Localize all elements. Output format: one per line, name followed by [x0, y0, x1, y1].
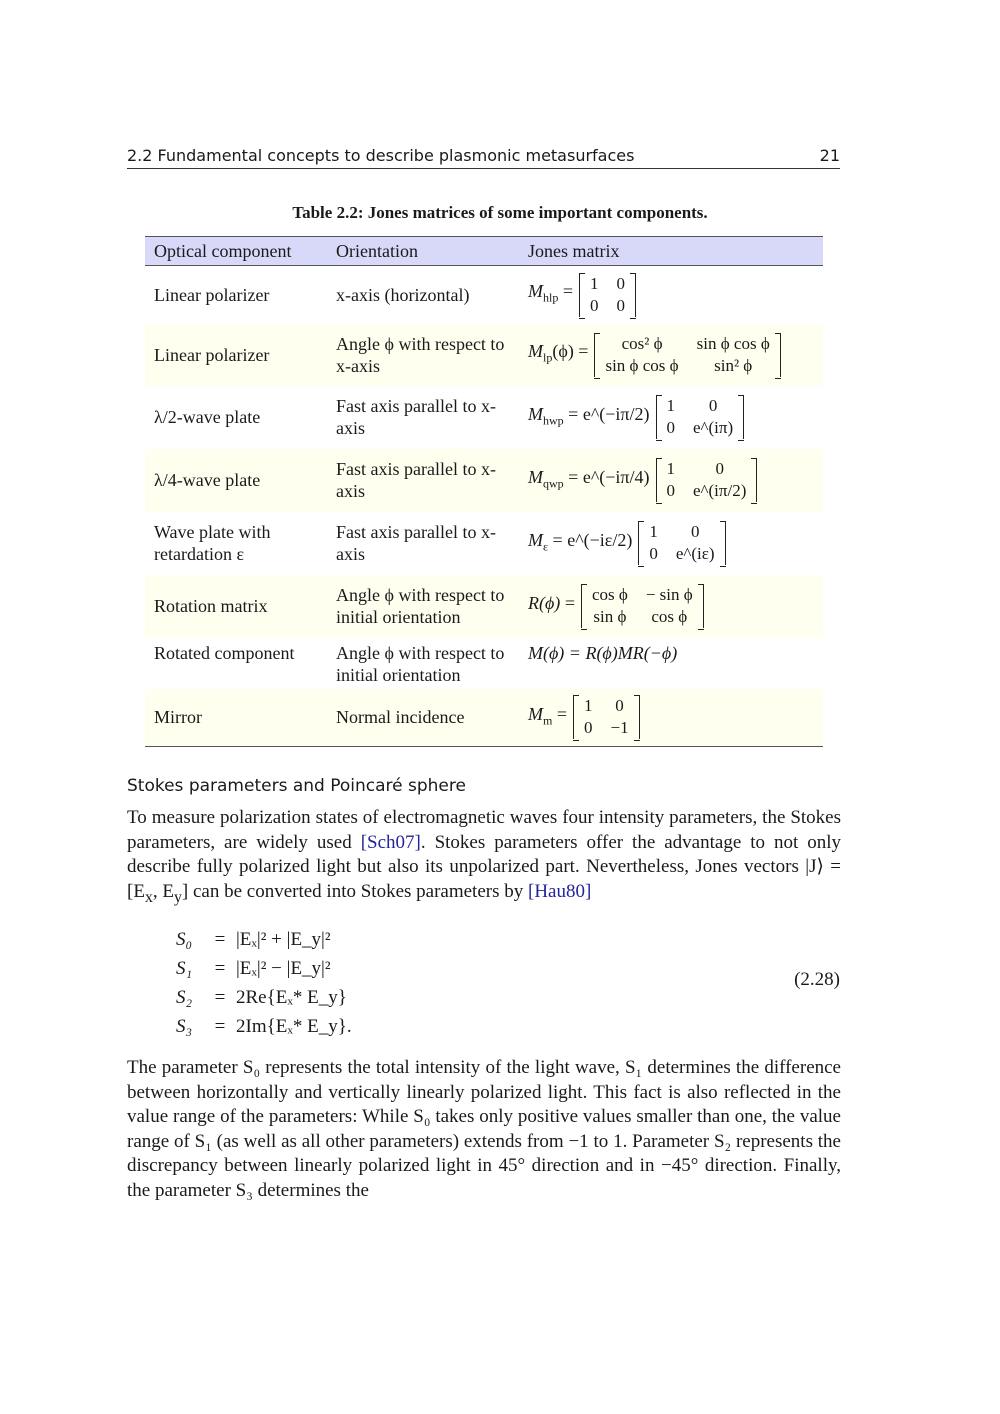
cell-component: Linear polarizer — [145, 324, 327, 386]
equation-row — [176, 954, 352, 983]
matrix-subscript: m — [543, 713, 553, 728]
matrix-symbol: M — [528, 281, 543, 302]
matrix-entry: 0 — [615, 696, 624, 716]
cell-orientation: Fast axis parallel to x-axis — [327, 449, 519, 512]
matrix-entry: sin ϕ — [593, 607, 627, 626]
matrix-symbol: M — [528, 403, 543, 424]
matrix-entry: 0 — [708, 396, 718, 415]
cell-jones-matrix — [519, 512, 823, 575]
matrix-bracket — [656, 395, 745, 439]
running-header — [127, 144, 840, 169]
table-row — [145, 512, 823, 575]
cell-orientation: Angle ϕ with respect to initial orientation — [327, 638, 519, 689]
matrix-entry: cos ϕ — [591, 585, 628, 604]
paragraph-stokes-explanation: The parameter S₀ represents the total intensity of the light wave, S₁ determines the difference between horizontally and vertically linearly polarized light. This fact is also reflected in the value range of the parameters: While S₀ takes only positive values smaller than one, the value range of S₁ (as well as all other parameters) extends from −1 to 1. Parameter S₂ represents the discrepancy between linearly polarized light in 45° direction and in −45° direction. Finally, the parameter S₃ determines the — [127, 1057, 841, 1201]
equals-sign: = — [214, 957, 226, 979]
matrix-entry: 1 — [590, 273, 599, 293]
matrix-subscript: hlp — [543, 291, 559, 306]
cell-jones-matrix — [519, 266, 823, 324]
table-row — [145, 575, 823, 638]
equation-rhs: 2Re{Eₓ* E_y} — [236, 986, 347, 1008]
equals-sign: = — [214, 986, 226, 1008]
matrix-bracket — [638, 521, 725, 565]
text: . Stokes parameters offer the advantage to not only describe fully polarized light but also its unpolarized part. Nevertheless, Jones vectors |J⟩ = [E — [127, 831, 841, 902]
cell-component: Wave plate with retardation ε — [145, 512, 327, 575]
matrix-entry: sin ϕ cos ϕ — [605, 355, 679, 375]
matrix-lhs — [528, 703, 567, 732]
cell-component: λ/4-wave plate — [145, 449, 327, 512]
table-row — [145, 324, 823, 386]
cell-component: Mirror — [145, 689, 327, 747]
matrix-entry: 1 — [649, 522, 658, 541]
equation-lhs: S₀ — [176, 928, 193, 950]
citation-link[interactable]: [Hau80] — [528, 880, 592, 902]
matrix-expression — [528, 458, 757, 502]
equals-sign: = — [214, 1015, 226, 1037]
matrix-bracket — [581, 584, 704, 628]
matrix-lhs — [528, 592, 575, 621]
matrix-bracket — [579, 273, 636, 317]
matrix-bracket — [656, 458, 758, 502]
table-caption: Table 2.2: Jones matrices of some important components. — [292, 203, 708, 222]
equation-row — [176, 925, 352, 954]
table-row — [145, 638, 823, 689]
equation-lhs: S₃ — [176, 1015, 193, 1037]
matrix-bracket — [573, 695, 640, 739]
matrix-lhs — [528, 280, 573, 309]
matrix-prefactor: = e^(−iπ/2) — [563, 403, 650, 424]
matrix-subscript: qwp — [543, 476, 564, 491]
formula: M(ϕ) = R(ϕ)MR(−ϕ) — [528, 642, 678, 663]
matrix-entry: 0 — [666, 481, 675, 500]
equals-sign: = — [214, 928, 226, 950]
stokes-equations — [176, 925, 352, 1041]
matrix-entry: 0 — [649, 544, 658, 563]
page-number: 21 — [819, 146, 840, 165]
matrix-symbol: M — [528, 529, 543, 550]
matrix-lhs — [528, 466, 650, 495]
table-row — [145, 266, 823, 324]
equation-number: (2.28) — [794, 969, 840, 990]
section-title: 2.2 Fundamental concepts to describe plasmonic metasurfaces — [127, 146, 635, 165]
equation-row — [176, 983, 352, 1012]
matrix-symbol: M — [528, 703, 543, 724]
citation-link[interactable]: [Sch07] — [360, 831, 421, 853]
matrix-bracket — [594, 333, 780, 377]
matrix-entry: e^(iε) — [675, 544, 715, 563]
matrix-entry: 0 — [590, 295, 599, 315]
matrix-entry: cos² ϕ — [621, 333, 663, 353]
column-header-component: Optical component — [145, 237, 327, 266]
matrix-entry: sin ϕ cos ϕ — [696, 333, 770, 353]
matrix-entry: sin² ϕ — [714, 355, 753, 375]
matrix-entry: 0 — [690, 522, 700, 541]
matrix-subscript: lp — [543, 350, 553, 365]
matrix-entry: 1 — [584, 696, 593, 716]
cell-orientation: Angle ϕ with respect to initial orientation — [327, 575, 519, 638]
paragraph-stokes-intro: To measure polarization states of electromagnetic waves four intensity parameters, the Stokes parameters, are widely used [Sch07]. Stokes parameters offer the advantage to not only describe fully polarized light but also its unpolarized part. Nevertheless, Jones vectors |J⟩ = [$E_x$, $E_y$] can be converted into Stokes parameters by [Hau80] — [127, 807, 841, 906]
matrix-entry: −1 — [610, 718, 629, 738]
matrix-symbol: M — [528, 466, 543, 487]
matrix-prefactor: = e^(−iπ/4) — [563, 466, 650, 487]
text: ] can be converted into Stokes parameters by — [181, 880, 528, 902]
matrix-lhs — [528, 403, 650, 432]
equation-rhs: |Eₓ|² − |E_y|² — [236, 957, 331, 979]
matrix-entry: 0 — [584, 718, 593, 738]
cell-jones-matrix — [519, 449, 823, 512]
matrix-entry: 0 — [666, 418, 675, 437]
text: To measure polarization states of electromagnetic waves four intensity parameters, the Stokes parameters, are widely used — [127, 807, 841, 853]
equation-row — [176, 1012, 352, 1041]
cell-jones-matrix — [519, 689, 823, 747]
equation-lhs: S₂ — [176, 986, 193, 1008]
matrix-expression — [528, 333, 781, 377]
matrix-lhs — [528, 340, 588, 369]
table-row — [145, 689, 823, 747]
equation-rhs: 2Im{Eₓ* E_y}. — [236, 1015, 352, 1037]
matrix-prefactor: (ϕ) = — [552, 341, 589, 362]
matrix-symbol: M — [528, 341, 543, 362]
cell-component: Rotated component — [145, 638, 327, 689]
matrix-entry: 1 — [666, 459, 675, 478]
table-header-row — [145, 237, 823, 266]
cell-orientation: Normal incidence — [327, 689, 519, 747]
equation-rhs: |Eₓ|² + |E_y|² — [236, 928, 331, 950]
cell-jones-matrix — [519, 386, 823, 449]
cell-jones-matrix — [519, 324, 823, 386]
jones-matrix-table — [145, 236, 823, 747]
cell-orientation: Angle ϕ with respect to x-axis — [327, 324, 519, 386]
matrix-lhs — [528, 529, 632, 558]
matrix-prefactor: = — [558, 281, 573, 302]
matrix-subscript: hwp — [543, 413, 564, 428]
column-header-matrix: Jones matrix — [519, 237, 823, 266]
column-header-orientation: Orientation — [327, 237, 519, 266]
matrix-subscript: ε — [543, 539, 549, 554]
cell-component: λ/2-wave plate — [145, 386, 327, 449]
matrix-entry: 0 — [715, 459, 724, 478]
equation-lhs: S₁ — [176, 957, 193, 979]
matrix-expression — [528, 695, 640, 739]
matrix-entry: 0 — [616, 295, 625, 315]
cell-orientation: Fast axis parallel to x-axis — [327, 512, 519, 575]
matrix-symbol: R(ϕ) — [528, 592, 561, 613]
matrix-entry: 0 — [616, 273, 625, 293]
matrix-entry: e^(iπ) — [693, 418, 734, 437]
cell-component: Rotation matrix — [145, 575, 327, 638]
cell-jones-matrix — [519, 575, 823, 638]
matrix-entry: e^(iπ/2) — [693, 481, 747, 500]
text: , E — [152, 880, 174, 902]
cell-component: Linear polarizer — [145, 266, 327, 324]
matrix-entry: 1 — [666, 396, 675, 415]
matrix-expression — [528, 395, 744, 439]
matrix-entry: cos ϕ — [651, 607, 688, 626]
matrix-prefactor: = — [552, 703, 567, 724]
matrix-expression — [528, 273, 636, 317]
table-row — [145, 386, 823, 449]
cell-orientation: Fast axis parallel to x-axis — [327, 386, 519, 449]
matrix-expression — [528, 584, 704, 628]
matrix-entry: − sin ϕ — [645, 585, 693, 604]
section-subheading: Stokes parameters and Poincaré sphere — [127, 776, 466, 796]
table-row — [145, 449, 823, 512]
cell-jones-matrix — [519, 638, 823, 689]
matrix-expression — [528, 521, 726, 565]
matrix-prefactor: = e^(−iε/2) — [548, 529, 633, 550]
cell-orientation: x-axis (horizontal) — [327, 266, 519, 324]
matrix-prefactor: = — [560, 592, 575, 613]
